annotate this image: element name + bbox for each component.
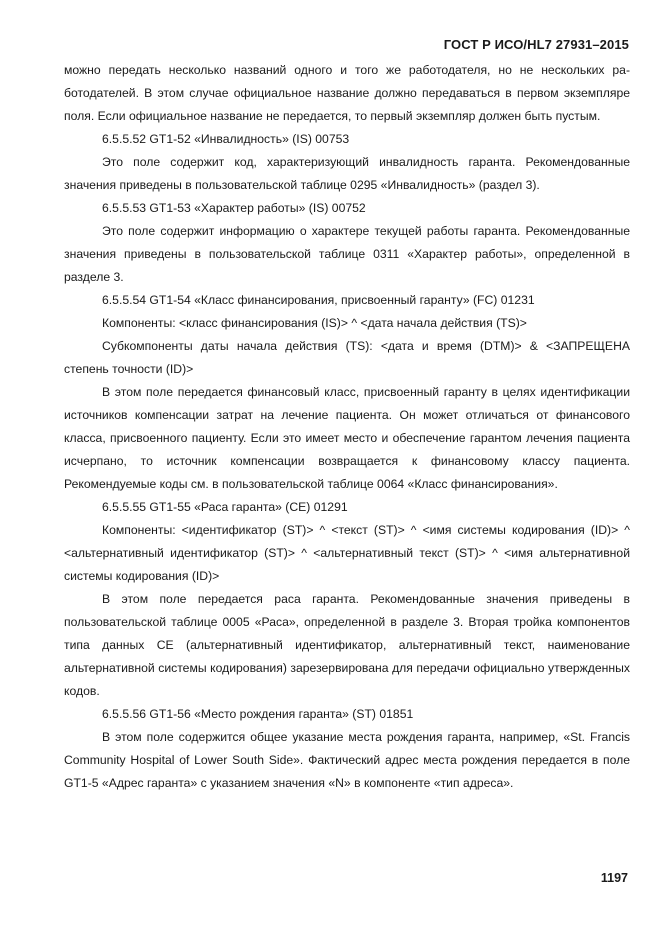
paragraph: Субкомпоненты даты начала действия (TS): <дата и время (DTM)> & <ЗАПРЕЩЕНА степень точности (ID)>	[64, 339, 630, 376]
paragraph: Это поле содержит код, характеризующий инвалидность гаранта. Рекомендованные значения приведены в пользовательской таблице 0295 «Инвалидность» (раздел 3).	[64, 155, 630, 192]
paragraph: Это поле содержит информацию о характере текущей работы гаранта. Рекомендованные значения приведены в пользовательской таблице 0311 «Характер работы», определенной в разделе 3.	[64, 224, 630, 284]
paragraph: Компоненты: <класс финансирования (IS)> ^ <дата начала действия (TS)>	[102, 316, 527, 330]
paragraph: В этом поле передается финансовый класс, присвоенный гаранту в целях идентификации источников компенсации затрат на лечение пациента. Он может отличаться от финансового класса, присвоенного пациенту. Если это имеет место и обеспечение гарантом лечения пациента исчерпано, то источник компенсации возвращается к финансовому классу пациента. Рекомендуемые коды см. в пользовательской таблице 0064 «Класс финансирования».	[64, 385, 630, 491]
section-heading-gt1-53: 6.5.5.53 GT1-53 «Характер работы» (IS) 00752	[102, 201, 366, 215]
paragraph: Компоненты: <идентификатор (ST)> ^ <текст (ST)> ^ <имя системы кодирования (ID)> ^ <альтернативный идентификатор (ST)> ^ <альтернативный текст (ST)> ^ <имя альтернативной системы кодирования (ID)>	[64, 523, 630, 583]
page-number: 1197	[600, 871, 628, 885]
section-heading-gt1-52: 6.5.5.52 GT1-52 «Инвалидность» (IS) 00753	[102, 132, 350, 146]
paragraph: В этом поле содержится общее указание места рождения гаранта, например, «St. Francis Community Hospital of Lower South Side». Фактический адрес места рождения передается в поле GT1-5 «Адрес гаранта» с указанием значения «N» в компоненте «тип адреса».	[64, 730, 630, 790]
paragraph: можно передать несколько названий одного и того же работодателя, но не нескольких работодателей. В этом случае официальное название должно передаваться в первом экземпляре поля. Если официальное название не передается, то первый экземпляр должен быть пустым.	[64, 63, 630, 123]
section-heading-gt1-55: 6.5.5.55 GT1-55 «Раса гаранта» (CE) 01291	[102, 500, 348, 514]
document-header: ГОСТ Р ИСО/HL7 27931–2015	[443, 37, 629, 52]
document-body	[64, 59, 630, 795]
section-heading-gt1-54: 6.5.5.54 GT1-54 «Класс финансирования, присвоенный гаранту» (FC) 01231	[102, 293, 535, 307]
section-heading-gt1-56: 6.5.5.56 GT1-56 «Место рождения гаранта» (ST) 01851	[102, 707, 414, 721]
paragraph: В этом поле передается раса гаранта. Рекомендованные значения приведены в пользовательской таблице 0005 «Раса», определенной в разделе 3. Вторая тройка компонентов типа данных CE (альтернативный идентификатор, альтернативный текст, наименование альтернативной системы кодирования) зарезервирована для передачи официально утвержденных кодов.	[64, 592, 630, 698]
